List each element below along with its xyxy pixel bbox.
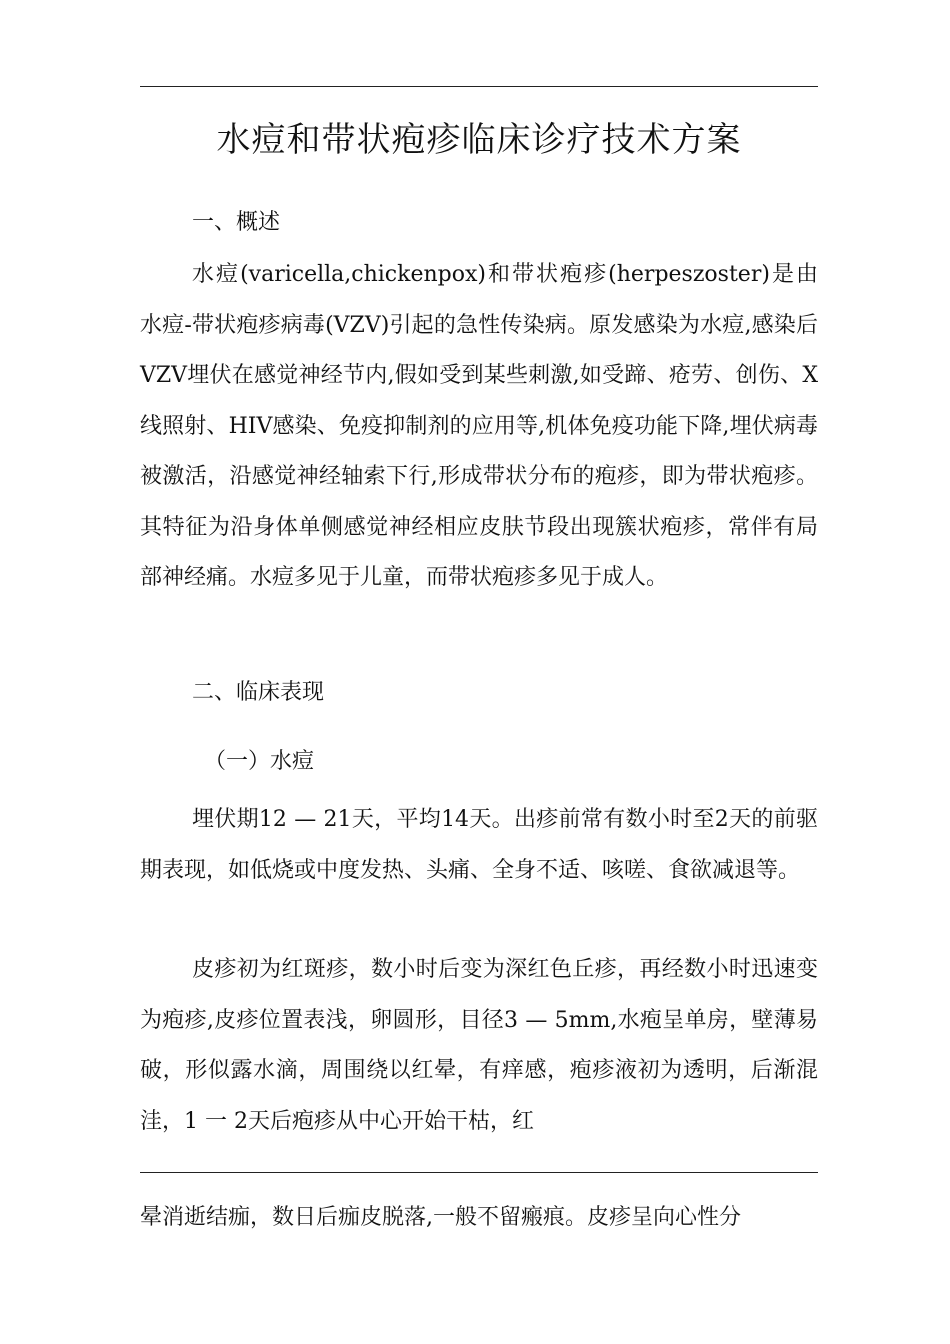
overview-paragraph: 水痘(varicella,chickenpox)和带状疱疹(herpeszoster)是由水痘-带状疱疹病毒(VZV)引起的急性传染病。原发感染为水痘,感染后VZV埋伏在感觉神经节内,假如受到某些刺激,如受蹄、疮劳、创伤、X线照射、HIV感染、免疫抑制剂的应用等,机体免疫功能下降,埋伏病毒被激活，沿感觉神经轴索下行,形成带状分布的疱疹，即为带状疱疹。其特征为沿身体单侧感觉神经相应皮肤节段出现簇状疱疹，常伴有局部神经痛。水痘多见于儿童，而带状疱疹多见于成人。 — [140, 262, 818, 590]
incubation-paragraph: 埋伏期12 — 21天，平均14天。出疹前常有数小时至2天的前驱期表现，如低烧或中度发热、头痛、全身不适、咳嗟、食欲减退等。 — [140, 807, 818, 883]
document-title: 水痘和带状疱疹临床诊疗技术方案 — [216, 120, 742, 160]
page-top-rule — [140, 86, 818, 87]
rash-paragraph: 皮疹初为红斑疹，数小时后变为深红色丘疹，再经数小时迅速变为疱疹,皮疹位置表浅，卵圆形，目径3 — 5mm,水疱呈单房，壁薄易破，形似露水滴，周围绕以红晕，有痒感，疱疹液初为透明，后渐混洼，1 一 2天后疱疹从中心开始干枯，红 — [140, 957, 818, 1134]
section-heading-clinical: 二、临床表现 — [192, 680, 325, 705]
section-heading-overview: 一、概述 — [192, 210, 281, 235]
next-page-paragraph: 晕消逝结痂，数日后痂皮脱落,一般不留瘢痕。皮疹呈向心性分 — [140, 1205, 741, 1230]
page-break-rule — [140, 1172, 818, 1173]
subsection-heading-varicella: （一）水痘 — [204, 749, 315, 774]
